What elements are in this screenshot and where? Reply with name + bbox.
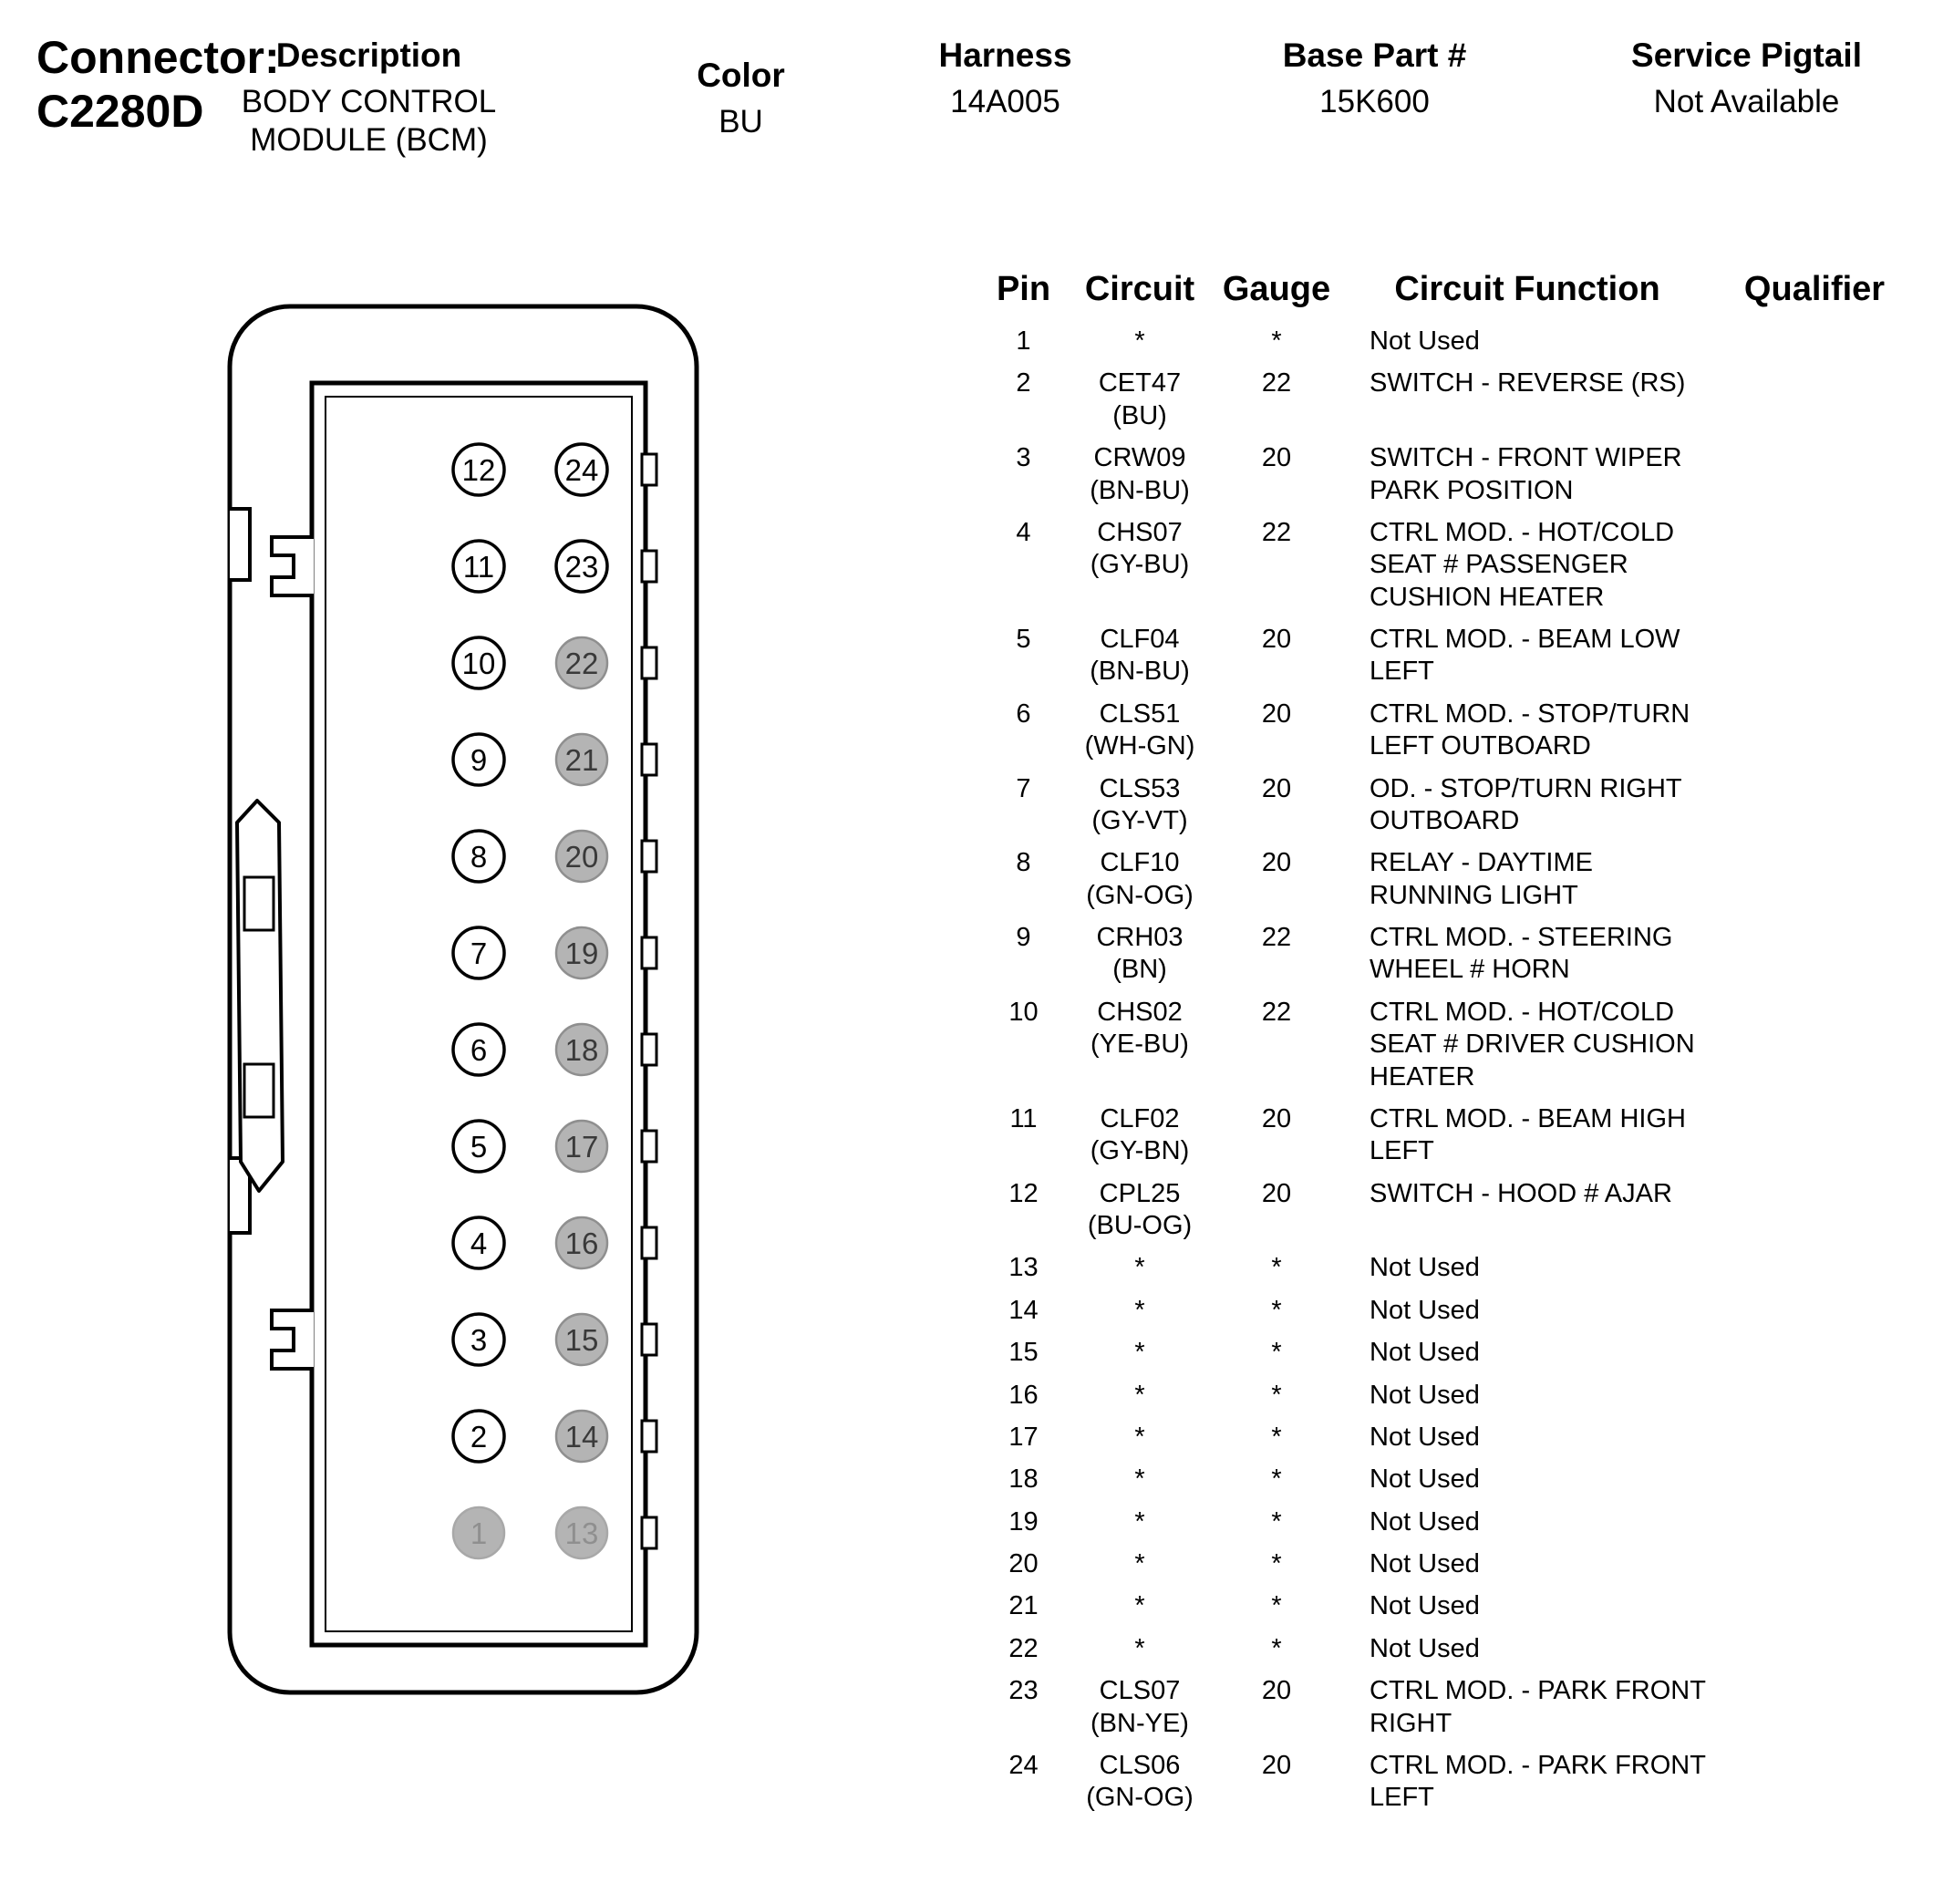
pin-number-cell: 21 [1008,1591,1039,1621]
qualifier-cell [1723,517,1906,614]
pin-number-cell: 22 [1008,1633,1039,1663]
pin-number-cell: 2 [1016,368,1031,398]
table-row [989,442,1933,507]
pin-number-label-16: 16 [564,1226,599,1260]
qualifier-cell [1723,1178,1906,1243]
pin-number-label-6: 6 [470,1033,488,1067]
circuit-code: CRH03 [1096,923,1184,952]
circuit-function-cell: RELAY - DAYTIME RUNNING LIGHT [1370,848,1593,910]
pin-table [989,270,1933,1825]
circuit-cell [1058,773,1222,838]
pin-number-cell: 4 [1016,517,1031,547]
circuit-color-code: (GY-VT) [1091,805,1188,835]
circuit-function-cell: CTRL MOD. - HOT/COLD SEAT # PASSENGER CUSHION HEATER [1370,517,1675,612]
qualifier-cell [1723,847,1906,912]
connector-left-notch-top [230,509,250,580]
circuit-code: CLF04 [1100,625,1180,654]
qualifier-cell [1723,1380,1906,1412]
pin-number-cell: 19 [1008,1506,1039,1537]
gauge-cell: 22 [1261,997,1292,1027]
pin-number-label-23: 23 [564,550,599,584]
pin-number-label-20: 20 [564,840,599,874]
circuit-function-cell: SWITCH - REVERSE (RS) [1370,368,1686,398]
circuit-cell [1058,1590,1222,1622]
pin-number-cell: 3 [1016,443,1031,473]
terminal-tab [642,1227,656,1258]
gauge-cell: * [1271,1295,1282,1325]
circuit-function-cell: Not Used [1370,1380,1480,1410]
gauge-cell: * [1271,1506,1282,1537]
qualifier-cell [1723,1337,1906,1369]
pin-number-label-13: 13 [564,1516,599,1550]
pin-number-label-21: 21 [564,743,599,777]
gauge-cell: * [1271,1464,1282,1495]
circuit-code: * [1134,1633,1145,1663]
qualifier-cell [1723,922,1906,987]
description-label: Description [275,36,462,74]
circuit-function-cell: Not Used [1370,1506,1480,1537]
circuit-function-cell: CTRL MOD. - HOT/COLD SEAT # DRIVER CUSHION HEATER [1370,997,1695,1092]
circuit-function-cell: CTRL MOD. - STOP/TURN LEFT OUTBOARD [1370,698,1690,761]
circuit-color-code: (GY-BU) [1090,550,1190,580]
connector-latch-arm [237,801,283,1191]
pin-number-label-8: 8 [470,840,488,874]
circuit-cell [1058,698,1222,763]
table-row [989,1103,1933,1168]
circuit-color-code: (WH-GN) [1084,731,1195,761]
connector-latch-bump-1 [244,877,274,930]
circuit-code: CHS02 [1097,997,1183,1027]
circuit-code: CPL25 [1099,1178,1181,1208]
circuit-color-code: (GY-BN) [1090,1136,1190,1166]
description-value: BODY CONTROL MODULE (BCM) [241,83,497,159]
pin-table-header [989,270,1933,309]
base-part-label: Base Part # [1282,36,1467,74]
circuit-cell [1058,922,1222,987]
pin-number-cell: 12 [1008,1178,1039,1208]
circuit-function-cell: Not Used [1370,1549,1480,1578]
circuit-cell [1058,847,1222,912]
description-block [239,36,499,160]
circuit-code: * [1134,1338,1145,1368]
harness-label: Harness [938,36,1072,74]
gauge-cell: 20 [1261,625,1292,654]
table-row [989,847,1933,912]
terminal-tab [642,647,656,678]
table-row [989,1295,1933,1327]
table-row [989,773,1933,838]
qualifier-cell [1723,1548,1906,1580]
circuit-code: * [1134,1591,1145,1621]
pin-number-cell: 18 [1008,1464,1039,1495]
terminal-tab [642,744,656,775]
circuit-function-cell: CTRL MOD. - PARK FRONT LEFT [1370,1750,1706,1813]
terminal-tab [642,1517,656,1548]
pin-number-cell: 13 [1008,1253,1039,1283]
gauge-cell: * [1271,1338,1282,1368]
circuit-color-code: (BN-BU) [1090,657,1190,687]
circuit-cell [1058,1380,1222,1412]
qualifier-cell [1723,1464,1906,1495]
circuit-function-cell: Not Used [1370,1422,1480,1452]
gauge-cell: 22 [1261,368,1292,398]
pin-number-cell: 5 [1016,625,1031,654]
circuit-color-code: (BN-YE) [1091,1708,1189,1738]
pin-number-label-14: 14 [564,1420,599,1454]
circuit-function-cell: Not Used [1370,1338,1480,1368]
terminal-tab [642,454,656,485]
pin-number-label-7: 7 [470,936,488,970]
pin-number-label-19: 19 [564,936,599,970]
terminal-tab [642,1131,656,1162]
circuit-code: * [1134,1253,1145,1283]
terminal-tab [642,841,656,872]
circuit-cell [1058,1633,1222,1665]
circuit-cell [1058,624,1222,688]
circuit-cell [1058,517,1222,614]
table-row [989,1252,1933,1284]
table-row [989,1178,1933,1243]
qualifier-cell [1723,773,1906,838]
qualifier-cell [1723,1590,1906,1622]
gauge-cell: 22 [1261,517,1292,547]
qualifier-cell [1723,1295,1906,1327]
col-header-qualifier: Qualifier [1743,270,1886,308]
circuit-cell [1058,1675,1222,1740]
circuit-cell [1058,1178,1222,1243]
pin-number-label-9: 9 [470,743,488,777]
circuit-code: CLF02 [1100,1103,1180,1133]
pin-number-label-3: 3 [470,1323,488,1357]
circuit-code: * [1134,326,1145,356]
gauge-cell: 20 [1261,1178,1292,1208]
connector-diagram [217,294,709,1716]
gauge-cell: 22 [1261,923,1292,952]
circuit-code: * [1134,1549,1145,1578]
circuit-function-cell: CTRL MOD. - PARK FRONT RIGHT [1370,1676,1706,1738]
table-row [989,1590,1933,1622]
pin-number-label-24: 24 [564,453,599,487]
circuit-color-code: (BN) [1112,955,1167,985]
connector-label: Connector: [36,32,280,83]
circuit-code: * [1134,1380,1145,1410]
gauge-cell: * [1271,1380,1282,1410]
table-row [989,1675,1933,1740]
pin-number-cell: 11 [1009,1103,1038,1133]
circuit-code: * [1134,1506,1145,1537]
circuit-code: CLF10 [1100,848,1180,878]
circuit-function-cell: SWITCH - HOOD # AJAR [1370,1178,1672,1208]
base-part-block [1263,36,1486,121]
gauge-cell: 20 [1261,443,1292,473]
pin-number-label-18: 18 [564,1033,599,1067]
circuit-code: CLS06 [1099,1750,1181,1780]
pin-number-cell: 23 [1008,1676,1039,1706]
gauge-cell: * [1271,1253,1282,1283]
circuit-cell [1058,1506,1222,1538]
circuit-cell [1058,442,1222,507]
harness-value: 14A005 [950,83,1060,119]
harness-block [907,36,1103,121]
gauge-cell: 20 [1261,1103,1292,1133]
table-row [989,997,1933,1093]
qualifier-cell [1723,1750,1906,1815]
table-row [989,326,1933,357]
circuit-cell [1058,367,1222,432]
circuit-cell [1058,1548,1222,1580]
circuit-function-cell: Not Used [1370,1253,1480,1283]
circuit-color-code: (GN-OG) [1086,1783,1194,1813]
col-header-function: Circuit Function [1394,270,1660,308]
color-block [675,57,807,141]
col-header-pin: Pin [996,270,1051,308]
connector-id: C2280D [36,86,204,137]
pin-number-label-22: 22 [564,647,599,680]
terminal-tab [642,937,656,968]
qualifier-cell [1723,1103,1906,1168]
circuit-code: * [1134,1464,1145,1495]
qualifier-cell [1723,1252,1906,1284]
pin-number-cell: 14 [1008,1295,1039,1325]
circuit-code: CRW09 [1093,443,1186,473]
pin-number-label-5: 5 [470,1130,488,1164]
col-header-gauge: Gauge [1222,270,1331,308]
gauge-cell: 20 [1261,773,1292,803]
circuit-code: CET47 [1098,368,1182,398]
circuit-code: CLS51 [1099,698,1181,729]
circuit-function-cell: OD. - STOP/TURN RIGHT OUTBOARD [1370,773,1682,835]
circuit-cell [1058,1252,1222,1284]
gauge-cell: * [1271,1422,1282,1452]
gauge-cell: 20 [1261,1676,1292,1706]
circuit-code: CLS53 [1099,773,1181,803]
gauge-cell: * [1271,326,1282,356]
table-row [989,1464,1933,1495]
pin-number-label-2: 2 [470,1420,488,1454]
circuit-cell [1058,997,1222,1093]
pin-number-label-12: 12 [461,453,496,487]
circuit-color-code: (BN-BU) [1090,475,1190,505]
qualifier-cell [1723,1506,1906,1538]
pin-number-cell: 16 [1008,1380,1039,1410]
pin-number-cell: 1 [1016,326,1031,356]
pin-number-cell: 7 [1016,773,1031,803]
table-row [989,624,1933,688]
qualifier-cell [1723,442,1906,507]
pin-number-label-17: 17 [564,1130,599,1164]
pin-number-label-10: 10 [461,647,496,680]
circuit-function-cell: CTRL MOD. - STEERING WHEEL # HORN [1370,923,1673,985]
table-row [989,922,1933,987]
circuit-function-cell: Not Used [1370,1591,1480,1621]
table-row [989,698,1933,763]
color-value: BU [718,103,763,140]
circuit-function-cell: Not Used [1370,1633,1480,1663]
terminal-tab [642,551,656,582]
circuit-color-code: (YE-BU) [1091,1030,1189,1060]
qualifier-cell [1723,1633,1906,1665]
circuit-function-cell: CTRL MOD. - BEAM LOW LEFT [1370,625,1680,687]
col-header-circuit: Circuit [1084,270,1195,308]
service-pigtail-label: Service Pigtail [1631,36,1862,74]
service-pigtail-value: Not Available [1653,83,1840,119]
circuit-cell [1058,1422,1222,1454]
circuit-function-cell: Not Used [1370,1295,1480,1325]
circuit-cell [1058,326,1222,357]
qualifier-cell [1723,367,1906,432]
circuit-code: CHS07 [1097,517,1183,547]
qualifier-cell [1723,997,1906,1093]
table-row [989,1380,1933,1412]
pin-number-cell: 9 [1016,923,1031,952]
circuit-color-code: (BU-OG) [1087,1211,1193,1240]
table-row [989,1337,1933,1369]
pin-table-body [989,326,1933,1815]
qualifier-cell [1723,326,1906,357]
circuit-function-cell: SWITCH - FRONT WIPER PARK POSITION [1370,443,1682,505]
service-pigtail-block [1612,36,1881,121]
pin-number-cell: 20 [1008,1549,1039,1578]
terminal-tab [642,1034,656,1065]
circuit-code: CLS07 [1099,1676,1181,1706]
table-row [989,1633,1933,1665]
table-row [989,1548,1933,1580]
base-part-value: 15K600 [1319,83,1430,119]
table-row [989,517,1933,614]
pin-number-cell: 17 [1008,1422,1039,1452]
gauge-cell: * [1271,1633,1282,1663]
qualifier-cell [1723,1675,1906,1740]
pin-number-cell: 24 [1008,1750,1039,1780]
gauge-cell: * [1271,1549,1282,1578]
table-row [989,367,1933,432]
pin-number-label-1: 1 [470,1516,488,1550]
qualifier-cell [1723,698,1906,763]
circuit-cell [1058,1295,1222,1327]
gauge-cell: 20 [1261,848,1292,878]
gauge-cell: * [1271,1591,1282,1621]
circuit-cell [1058,1464,1222,1495]
circuit-cell [1058,1337,1222,1369]
circuit-cell [1058,1750,1222,1815]
circuit-function-cell: Not Used [1370,326,1480,356]
pin-number-label-4: 4 [470,1226,488,1260]
gauge-cell: 20 [1261,698,1292,729]
terminal-tab [642,1324,656,1355]
pin-number-label-15: 15 [564,1323,599,1357]
pin-number-cell: 6 [1016,698,1031,729]
table-row [989,1750,1933,1815]
circuit-color-code: (BU) [1112,400,1167,430]
qualifier-cell [1723,1422,1906,1454]
table-row [989,1422,1933,1454]
pin-number-cell: 15 [1008,1338,1039,1368]
qualifier-cell [1723,624,1906,688]
circuit-code: * [1134,1422,1145,1452]
pin-number-cell: 8 [1016,848,1031,878]
pin-number-label-11: 11 [462,550,495,584]
terminal-tab [642,1421,656,1452]
connector-latch-bump-2 [244,1064,274,1117]
color-label: Color [697,57,785,94]
circuit-color-code: (GN-OG) [1086,880,1194,910]
gauge-cell: 20 [1261,1750,1292,1780]
circuit-code: * [1134,1295,1145,1325]
circuit-function-cell: CTRL MOD. - BEAM HIGH LEFT [1370,1103,1686,1166]
table-row [989,1506,1933,1538]
circuit-function-cell: Not Used [1370,1464,1480,1495]
circuit-cell [1058,1103,1222,1168]
pin-number-cell: 10 [1008,997,1039,1027]
